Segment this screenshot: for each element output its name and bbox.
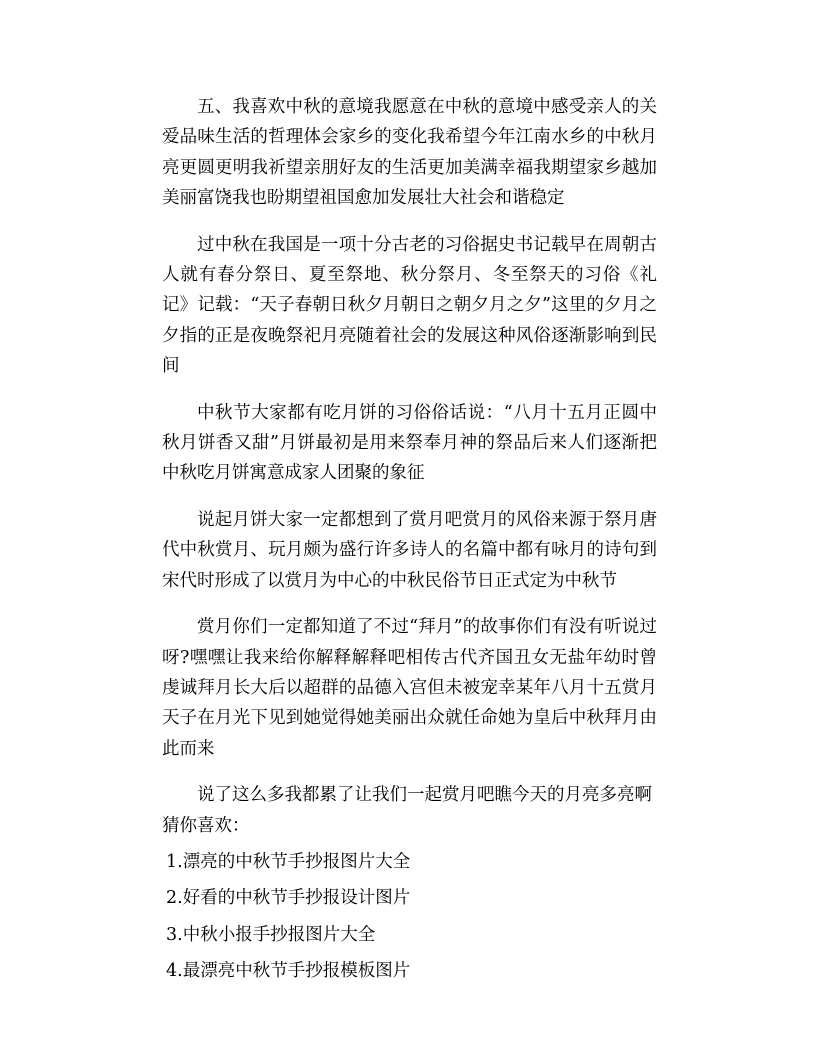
paragraph-closing: 说了这么多我都累了让我们一起赏月吧瞧今天的月亮多亮啊	[197, 785, 652, 806]
related-heading: 猜你喜欢：	[162, 815, 250, 836]
related-link-2[interactable]: 2.好看的中秋节手抄报设计图片	[166, 888, 411, 909]
related-list	[162, 847, 657, 987]
paragraph-mooncake: 中秋节大家都有吃月饼的习俗俗话说：“八月十五月正圆中秋月饼香又甜”月饼最初是用来祭奉月神的祭品后来人们逐渐把中秋吃月饼寓意成家人团聚的象征	[162, 402, 657, 484]
paragraph-wishes: 五、我喜欢中秋的意境我愿意在中秋的意境中感受亲人的关爱品味生活的哲理体会家乡的变化我希望今年江南水乡的中秋月亮更圆更明我祈望亲朋好友的生活更加美满幸福我期望家乡越加美丽富饶我也盼期望祖国愈加发展壮大社会和谐稳定	[162, 97, 657, 209]
paragraph-moon-viewing: 说起月饼大家一定都想到了赏月吧赏月的风俗来源于祭月唐代中秋赏月、玩月颇为盛行许多诗人的名篇中都有咏月的诗句到宋代时形成了以赏月为中心的中秋民俗节日正式定为中秋节	[162, 509, 657, 591]
related-link-3[interactable]: 3.中秋小报手抄报图片大全	[166, 924, 376, 945]
related-link-1[interactable]: 1.漂亮的中秋节手抄报图片大全	[166, 851, 411, 872]
paragraph-moon-worship: 赏月你们一定都知道了不过“拜月”的故事你们有没有听说过呀?嘿嘿让我来给你解释解释吧相传古代齐国丑女无盐年幼时曾虔诚拜月长大后以超群的品德入宫但未被宠幸某年八月十五赏月天子在月光下见到她觉得她美丽出众就任命她为皇后中秋拜月由此而来	[162, 617, 657, 759]
paragraph-history: 过中秋在我国是一项十分古老的习俗据史书记载早在周朝古人就有春分祭日、夏至祭地、秋分祭月、冬至祭天的习俗《礼记》记载：“天子春朝日秋夕月朝日之朝夕月之夕”这里的夕月之夕指的正是夜晚祭祀月亮随着社会的发展这种风俗逐渐影响到民间	[162, 234, 657, 377]
related-link-4[interactable]: 4.最漂亮中秋节手抄报模板图片	[166, 961, 411, 982]
document-body	[162, 92, 657, 987]
